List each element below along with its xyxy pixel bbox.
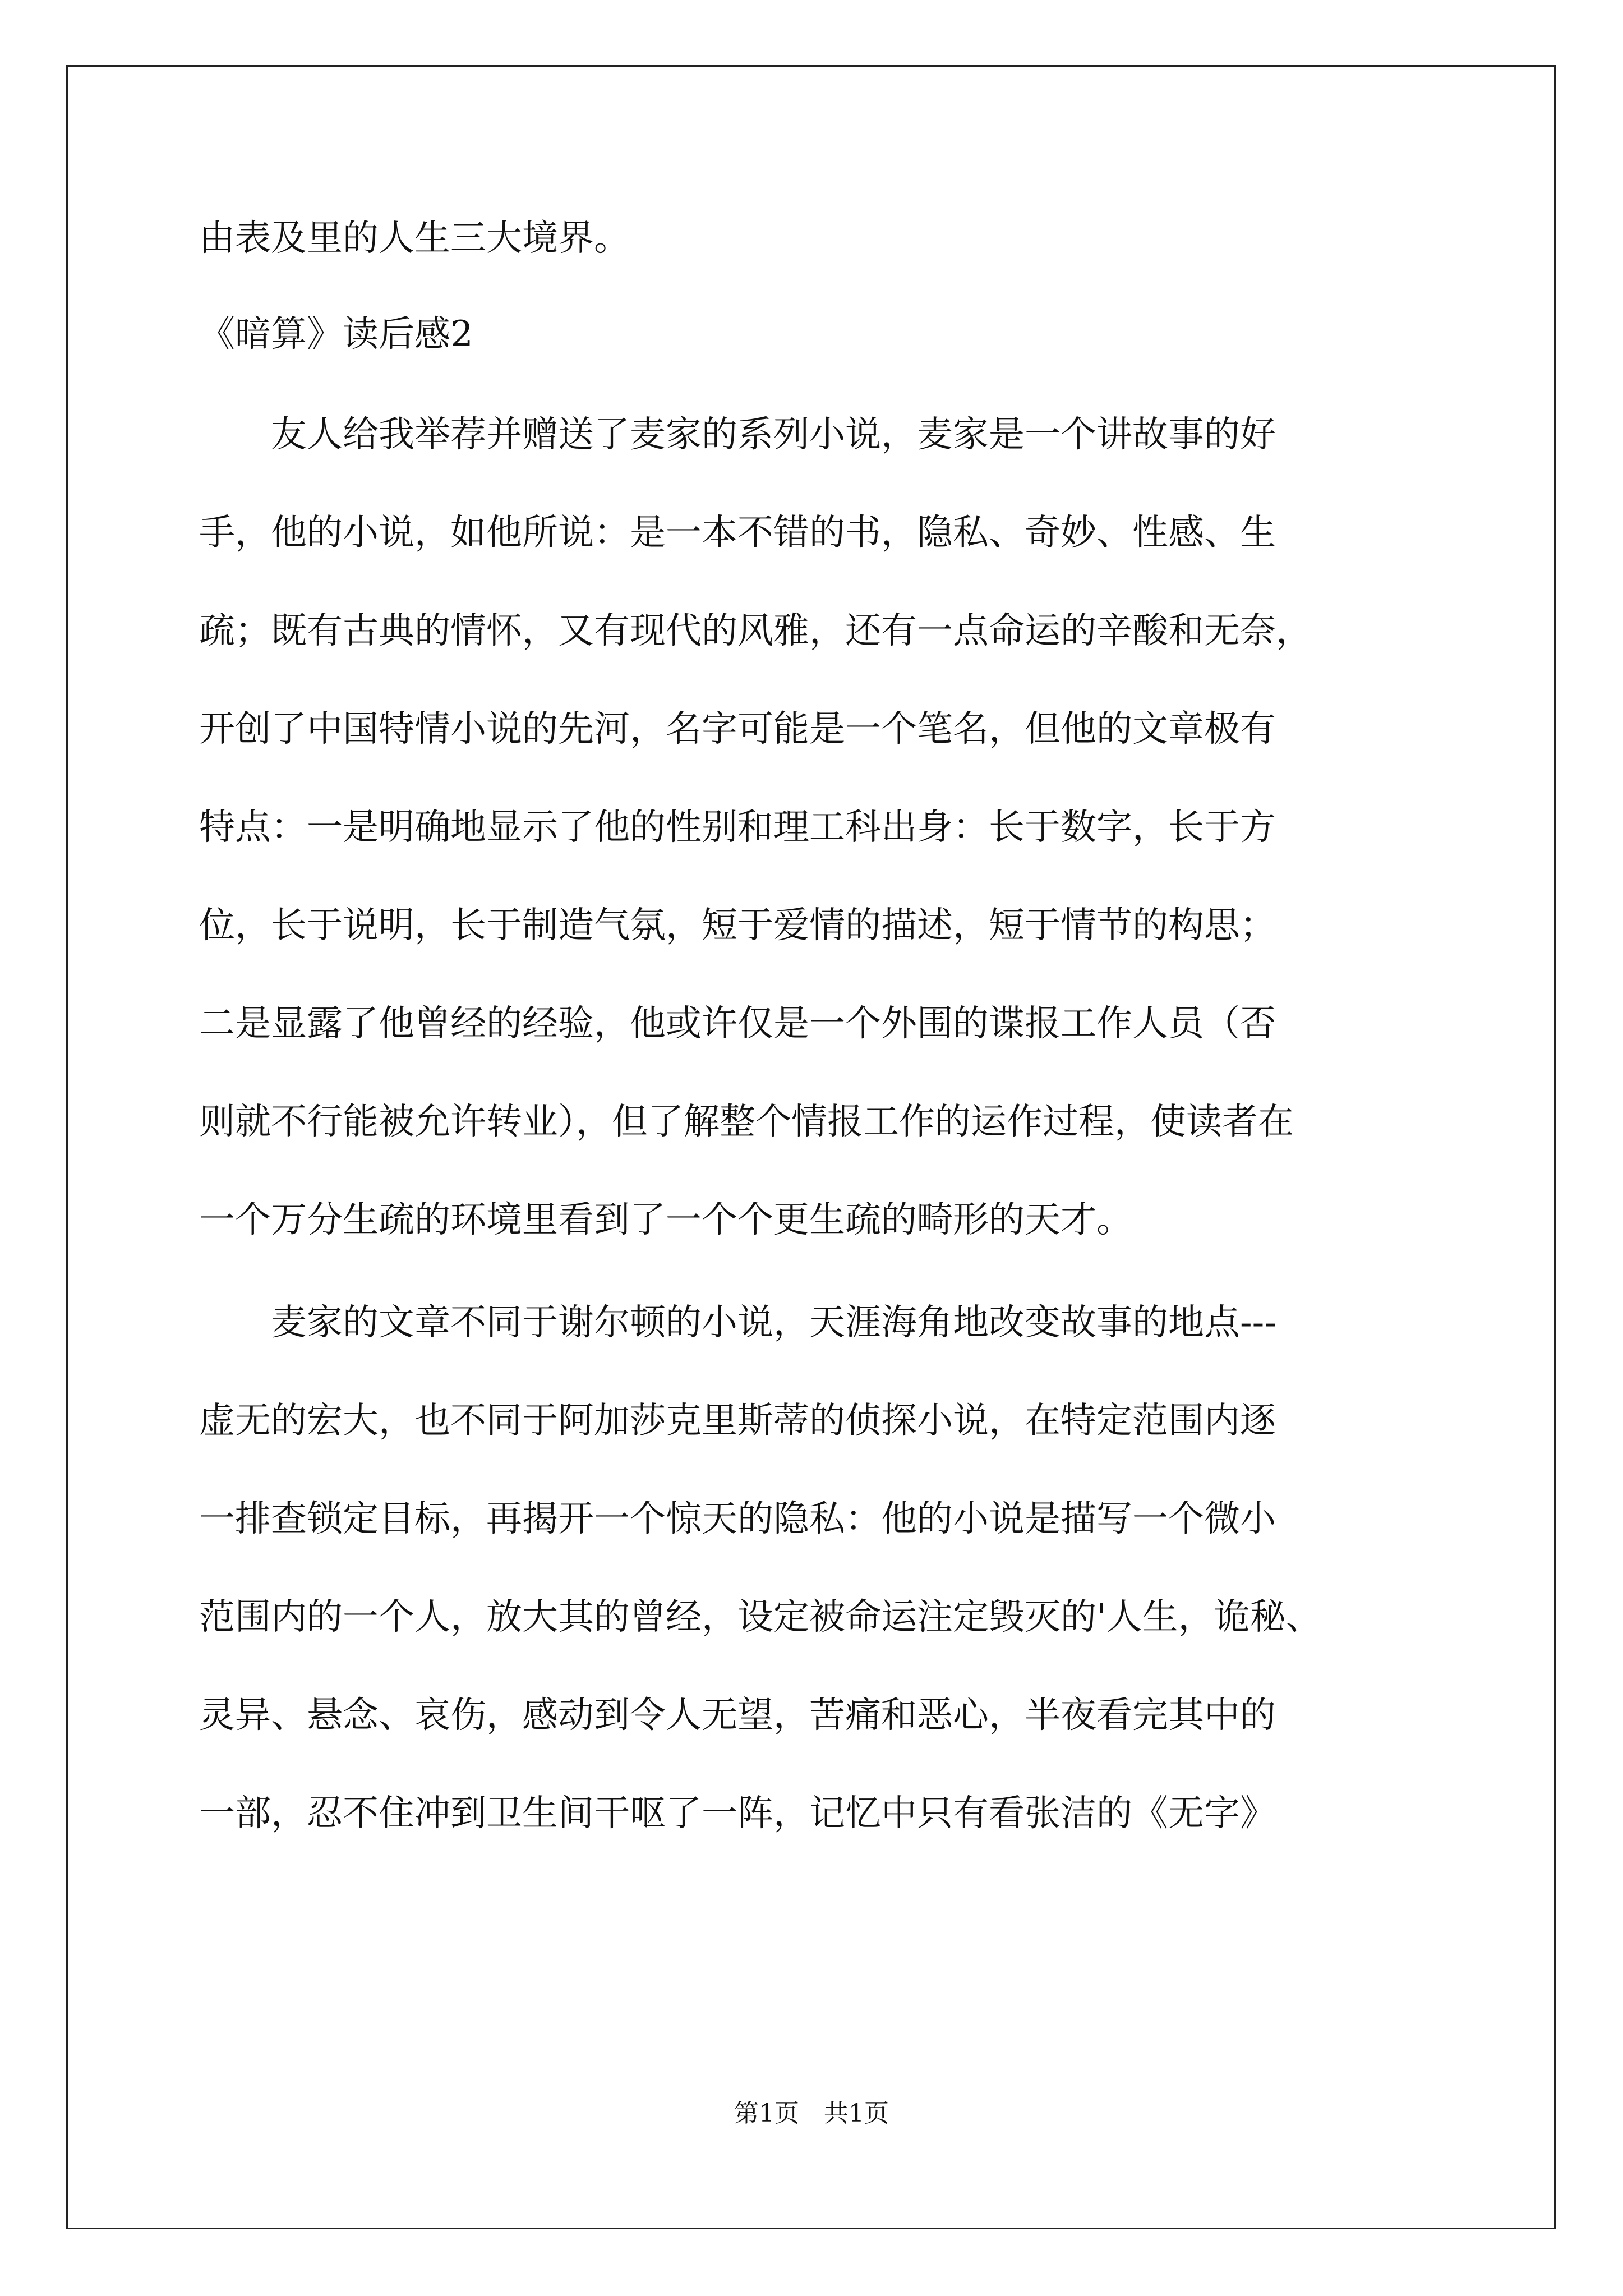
text-line-5: 疏；既有古典的情怀，又有现代的风雅，还有一点命运的辛酸和无奈，	[199, 610, 1312, 652]
text-line-17: 一部，忍不住冲到卫生间干呕了一阵，记忆中只有看张洁的《无字》	[199, 1793, 1276, 1834]
text-line-4: 手，他的小说，如他所说：是一本不错的书，隐私、奇妙、性感、生	[199, 512, 1276, 554]
page-frame	[66, 65, 1556, 2229]
text-line-14: 一排查锁定目标，再揭开一个惊天的隐私：他的小说是描写一个微小	[199, 1498, 1276, 1540]
text-line-12: 麦家的文章不同于谢尔顿的小说，天涯海角地改变故事的地点---	[199, 1302, 1276, 1343]
text-line-10: 则就不行能被允许转业），但了解整个情报工作的运作过程，使读者在	[199, 1101, 1294, 1143]
section-heading: 《暗算》读后感2	[199, 314, 473, 355]
text-line-9: 二是显露了他曾经的经验，他或许仅是一个外围的谍报工作人员（否	[199, 1003, 1276, 1045]
text-line-15: 范围内的一个人，放大其的曾经，设定被命运注定毁灭的'人生，诡秘、	[199, 1596, 1322, 1638]
page-footer: 第1页 共1页	[734, 2099, 889, 2128]
text-line-3: 友人给我举荐并赠送了麦家的系列小说，麦家是一个讲故事的好	[199, 414, 1276, 455]
text-line-7: 特点：一是明确地显示了他的性别和理工科出身：长于数字，长于方	[199, 807, 1276, 848]
text-line-8: 位，长于说明，长于制造气氛，短于爱情的描述，短于情节的构思；	[199, 905, 1276, 946]
text-line-1: 由表及里的人生三大境界。	[199, 218, 630, 259]
text-line-16: 灵异、悬念、哀伤，感动到令人无望，苦痛和恶心，半夜看完其中的	[199, 1695, 1276, 1736]
text-line-13: 虚无的宏大，也不同于阿加莎克里斯蒂的侦探小说，在特定范围内逐	[199, 1400, 1276, 1442]
text-line-11: 一个万分生疏的环境里看到了一个个更生疏的畸形的天才。	[199, 1199, 1132, 1241]
text-line-6: 开创了中国特情小说的先河，名字可能是一个笔名，但他的文章极有	[199, 708, 1276, 750]
